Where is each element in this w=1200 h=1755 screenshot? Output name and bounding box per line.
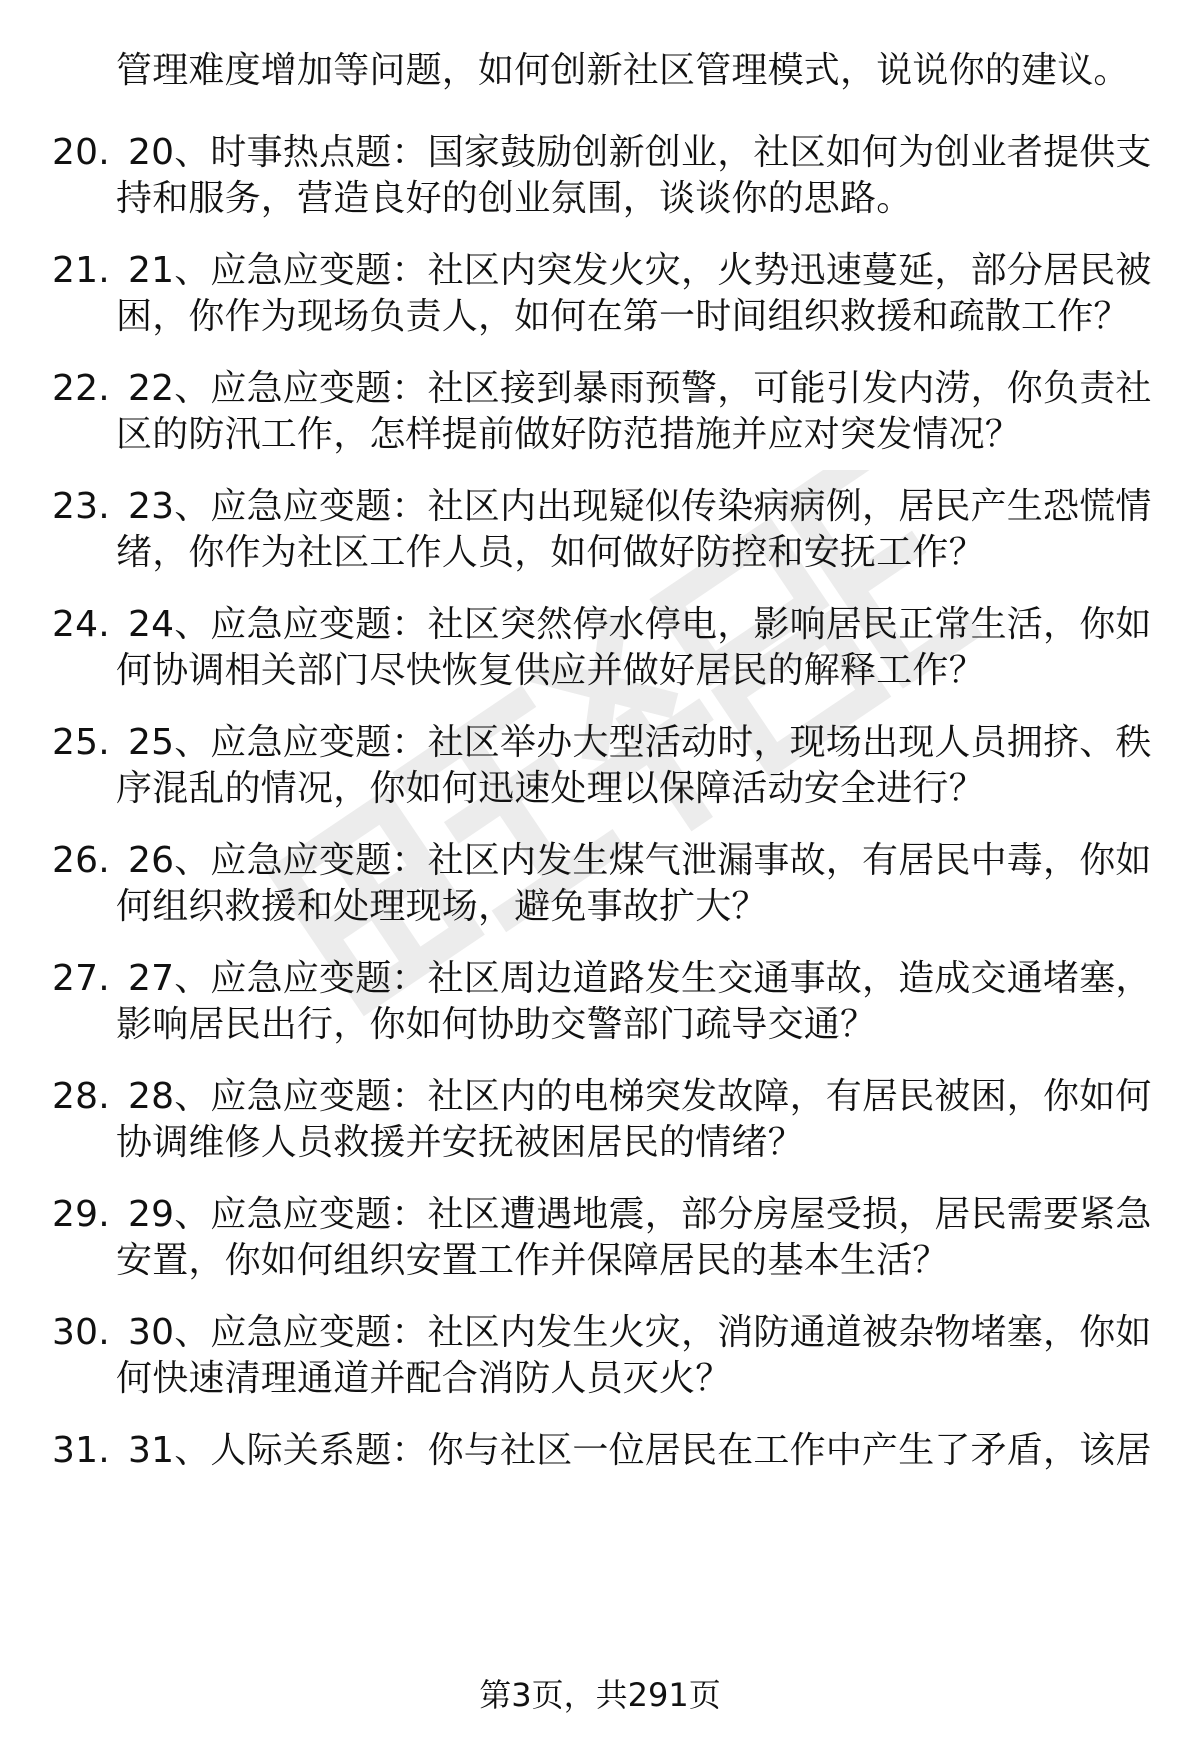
list-item-number: 31. [52,1430,110,1471]
list-item-text: 何协调相关部门尽快恢复供应并做好居民的解释工作？ [116,650,985,691]
list-item-text: 影响居民出行，你如何协助交警部门疏导交通？ [116,1004,877,1045]
list-item-number: 26. [52,840,110,881]
list-item-text: 持和服务，营造良好的创业氛围，谈谈你的思路。 [116,178,913,219]
list-item-text: 28、应急应变题：社区内的电梯突发故障，有居民被困，你如何 [128,1076,1152,1117]
list-item-text: 序混乱的情况，你如何迅速处理以保障活动安全进行？ [116,768,985,809]
list-item-number: 28. [52,1076,110,1117]
list-item-number: 23. [52,486,110,527]
list-item-text: 25、应急应变题：社区举办大型活动时，现场出现人员拥挤、秩 [128,722,1152,763]
list-item-text: 20、时事热点题：国家鼓励创新创业，社区如何为创业者提供支 [128,132,1152,173]
list-item-text: 24、应急应变题：社区突然停水停电，影响居民正常生活，你如 [128,604,1152,645]
list-item-text: 协调维修人员救援并安抚被困居民的情绪？ [116,1122,804,1163]
list-item-text: 何组织救援和处理现场，避免事故扩大？ [116,886,768,927]
list-item-text: 30、应急应变题：社区内发生火灾，消防通道被杂物堵塞，你如 [128,1312,1152,1353]
list-item-text: 23、应急应变题：社区内出现疑似传染病病例，居民产生恐慌情 [128,486,1152,527]
list-item-text: 22、应急应变题：社区接到暴雨预警，可能引发内涝，你负责社 [128,368,1152,409]
list-item-text: 安置，你如何组织安置工作并保障居民的基本生活？ [116,1240,949,1281]
list-item-number: 24. [52,604,110,645]
list-item-number: 30. [52,1312,110,1353]
list-item-text: 31、人际关系题：你与社区一位居民在工作中产生了矛盾，该居 [128,1430,1152,1471]
list-item-number: 21. [52,250,110,291]
list-item-text: 26、应急应变题：社区内发生煤气泄漏事故，有居民中毒，你如 [128,840,1152,881]
list-item-text: 29、应急应变题：社区遭遇地震，部分房屋受损，居民需要紧急 [128,1194,1152,1235]
list-item-text: 绪，你作为社区工作人员，如何做好防控和安抚工作？ [116,532,985,573]
list-item-text: 困，你作为现场负责人，如何在第一时间组织救援和疏散工作？ [116,296,1130,337]
page-number: 第3页，共291页 [479,1676,721,1714]
list-item-number: 29. [52,1194,110,1235]
list-item-text: 区的防汛工作，怎样提前做好防范措施并应对突发情况？ [116,414,1022,455]
list-item-number: 25. [52,722,110,763]
list-item-number: 22. [52,368,110,409]
list-item-number: 20. [52,132,110,173]
list-item-number: 27. [52,958,110,999]
list-item-text: 21、应急应变题：社区内突发火灾，火势迅速蔓延，部分居民被 [128,250,1152,291]
list-item-text: 27、应急应变题：社区周边道路发生交通事故，造成交通堵塞， [128,958,1152,999]
continuation-line: 管理难度增加等问题，如何创新社区管理模式，说说你的建议。 [116,50,1130,91]
list-item-text: 何快速清理通道并配合消防人员灭火？ [116,1358,732,1399]
